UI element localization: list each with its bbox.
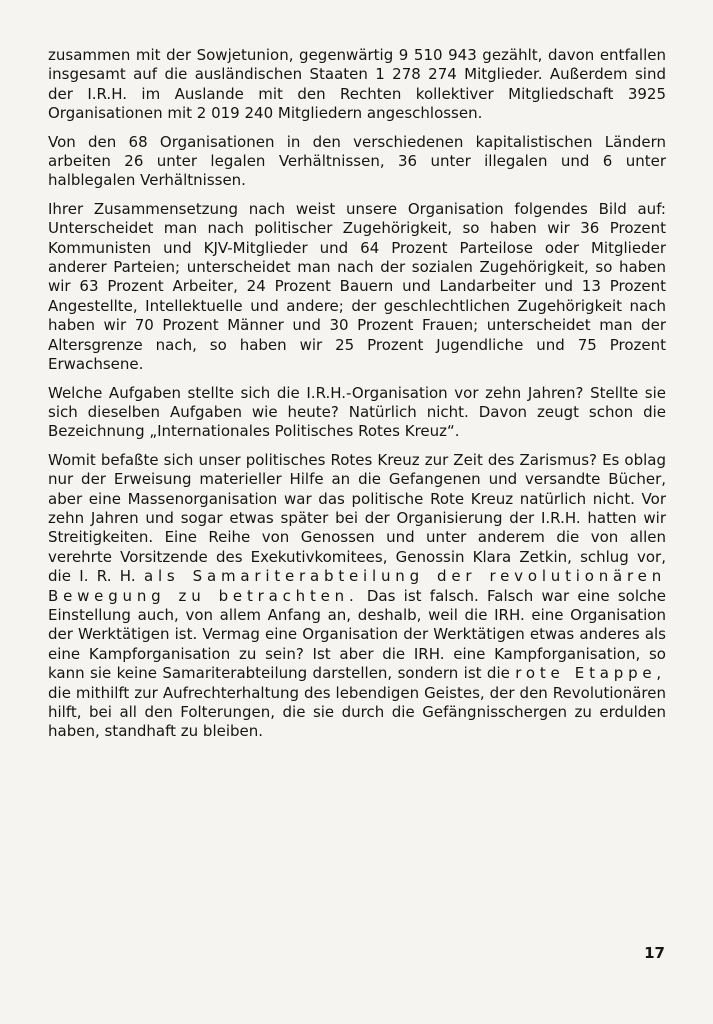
spaced-emphasis-rote-etappe: rote Etappe, — [515, 664, 666, 683]
spaced-emphasis-samariterabteilung: als Samariterabteilung der revolutionären Bewegung zu betrachten. — [48, 567, 666, 605]
paragraph-1: zusammen mit der Sowjetunion, gegenwärtig 9 510 943 gezählt, davon entfallen insgesamt auf die ausländischen Staaten 1 278 274 Mitglieder. Außerdem sind der I.R.H. im Auslande mit den Rechten kollektiver Mitgliedschaft 3925 Organisationen mit 2 019 240 Mitgliedern angeschlossen. — [48, 46, 666, 123]
paragraph-3: Ihrer Zusammensetzung nach weist unsere Organisation folgendes Bild auf: Unterscheidet man nach politischer Zugehörigkeit, so haben wir 36 Prozent Kommunisten und KJV-Mitglieder und 64 Prozent Parteilose oder Mitglieder anderer Parteien; unterscheidet man nach der sozialen Zugehörigkeit, so haben wir 63 Prozent Arbeiter, 24 Prozent Bauern und Landarbeiter und 13 Prozent Angestellte, Intellektuelle und andere; der geschlechtlichen Zugehörigkeit nach haben wir 70 Prozent Männer und 30 Prozent Frauen; unterscheidet man der Altersgrenze nach, so haben wir 25 Prozent Jugendliche und 75 Prozent Erwachsene. — [48, 199, 666, 374]
paragraph-5-text-1: Womit befaßte sich unser politisches Rotes Kreuz zur Zeit des Zarismus? Es oblag nur der Erweisung materieller Hilfe an die Gefangenen und versandte Bücher, aber eine Massenorganisation war das politische Rote Kreuz natürlich nicht. Vor zehn Jahren und sogar etwas später bei der Organisierung der I.R.H. hatten wir Streitigkeiten. Eine Reihe von Genossen und unter anderem die von allen verehrte Vorsitzende des Exekutivkomitees, Genossin Klara Zetkin, schlug vor, die I. R. H. — [48, 450, 666, 586]
body-text — [48, 46, 666, 751]
paragraph-4: Welche Aufgaben stellte sich die I.R.H.-Organisation vor zehn Jahren? Stellte sie sich dieselben Aufgaben wie heute? Natürlich nicht. Davon zeugt schon die Bezeichnung „Internationales Politisches Rotes Kreuz“. — [48, 383, 666, 441]
paragraph-5-text-3: die mithilft zur Aufrechterhaltung des lebendigen Geistes, der den Revolutionären hilft, bei all den Folterungen, die sie durch die Gefängnisschergen zu erdulden haben, standhaft zu bleiben. — [48, 683, 666, 741]
paragraph-5-text-2: Das ist falsch. Falsch war eine solche Einstellung auch, von allem Anfang an, deshalb, weil die IRH. eine Organisation der Werktätigen ist. Vermag eine Organisation der Werktätigen etwas anderes als eine Kampforganisation zu sein? Ist aber die IRH. eine Kampforganisation, so kann sie keine Samariterabteilung darstellen, sondern ist die — [48, 586, 666, 683]
page-number: 17 — [644, 944, 665, 962]
paragraph-5 — [48, 451, 666, 742]
paragraph-2: Von den 68 Organisationen in den verschiedenen kapitalistischen Ländern arbeiten 26 unter legalen Verhältnissen, 36 unter illegalen und 6 unter halblegalen Verhältnissen. — [48, 132, 666, 190]
